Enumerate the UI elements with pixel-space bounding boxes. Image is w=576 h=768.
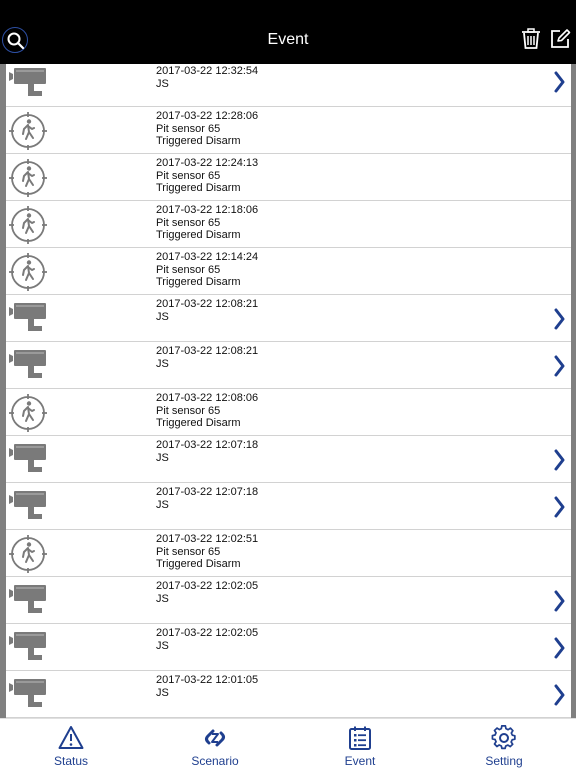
camera-icon: [8, 675, 52, 715]
event-text: [156, 580, 258, 605]
event-row[interactable]: [6, 295, 571, 342]
event-row[interactable]: [6, 389, 571, 436]
camera-icon: [8, 487, 52, 527]
event-row[interactable]: [6, 436, 571, 483]
event-row[interactable]: [6, 624, 571, 671]
delete-button[interactable]: [520, 28, 542, 55]
event-text: [156, 204, 258, 242]
camera-icon: [8, 628, 52, 668]
event-row[interactable]: [6, 342, 571, 389]
event-timestamp: 2017-03-22 12:07:18: [156, 486, 259, 498]
motion-sensor-icon: [8, 111, 52, 151]
event-source: Pit sensor 65: [156, 216, 221, 229]
motion-sensor-icon: [8, 252, 52, 292]
event-source: Pit sensor 65: [156, 404, 221, 417]
event-source: Pit sensor 65: [156, 122, 221, 135]
event-action: Triggered Disarm: [156, 417, 241, 430]
chevron-right-icon: [553, 590, 565, 612]
event-action: Triggered Disarm: [156, 182, 241, 195]
event-row[interactable]: [6, 530, 571, 577]
camera-event-icon: [8, 487, 52, 527]
chevron-right-icon: [553, 496, 565, 518]
event-source: JS: [156, 357, 169, 370]
event-text: [156, 486, 258, 511]
chevron-right-icon: [553, 684, 565, 706]
event-detail-button[interactable]: [553, 308, 565, 335]
event-text: [156, 110, 258, 148]
event-text: [156, 674, 258, 699]
chevron-right-icon: [553, 637, 565, 659]
event-source: JS: [156, 592, 169, 605]
camera-event-icon: [8, 628, 52, 668]
event-source: JS: [156, 686, 169, 699]
event-timestamp: 2017-03-22 12:01:05: [156, 674, 259, 686]
navigation-bar: [0, 0, 576, 64]
chevron-right-icon: [553, 355, 565, 377]
event-source: JS: [156, 77, 169, 90]
page-title: Event: [267, 31, 309, 48]
event-list-container[interactable]: [0, 64, 576, 718]
event-detail-button[interactable]: [553, 355, 565, 382]
event-row[interactable]: [6, 671, 571, 718]
camera-event-icon: [8, 440, 52, 480]
motion-sensor-icon: [8, 205, 52, 245]
event-text: [156, 345, 258, 370]
event-timestamp: 2017-03-22 12:02:05: [156, 627, 259, 639]
event-source: JS: [156, 310, 169, 323]
event-row[interactable]: [6, 154, 571, 201]
event-source: JS: [156, 451, 169, 464]
chevron-right-icon: [553, 308, 565, 330]
event-text: [156, 298, 258, 323]
event-timestamp: 2017-03-22 12:02:05: [156, 580, 259, 592]
event-source: JS: [156, 639, 169, 652]
event-list[interactable]: [6, 64, 571, 718]
event-timestamp: 2017-03-22 12:07:18: [156, 439, 259, 451]
tab-event-label: Event: [344, 754, 376, 768]
motion-sensor-icon: [8, 534, 52, 574]
event-text: [156, 392, 258, 430]
event-detail-button[interactable]: [553, 684, 565, 711]
event-timestamp: 2017-03-22 12:08:21: [156, 298, 259, 310]
edit-icon: [549, 28, 571, 50]
sensor-event-icon: [8, 158, 52, 198]
tab-status-label: Status: [53, 754, 89, 768]
event-timestamp: 2017-03-22 12:24:13: [156, 157, 259, 169]
event-timestamp: 2017-03-22 12:18:06: [156, 204, 259, 216]
event-action: Triggered Disarm: [156, 558, 241, 571]
tab-setting-label: Setting: [485, 754, 523, 768]
camera-icon: [8, 299, 52, 339]
event-timestamp: 2017-03-22 12:32:54: [156, 65, 259, 77]
motion-sensor-icon: [8, 158, 52, 198]
event-text: [156, 251, 258, 289]
sensor-event-icon: [8, 252, 52, 292]
camera-event-icon: [8, 64, 52, 104]
event-action: Triggered Disarm: [156, 135, 241, 148]
tab-setting[interactable]: [454, 719, 554, 768]
event-detail-button[interactable]: [553, 449, 565, 476]
camera-icon: [8, 64, 52, 104]
event-text: [156, 157, 258, 195]
event-source: JS: [156, 498, 169, 511]
camera-icon: [8, 581, 52, 621]
camera-icon: [8, 440, 52, 480]
tab-status[interactable]: [21, 719, 121, 768]
motion-sensor-icon: [8, 393, 52, 433]
trash-icon: [520, 28, 542, 50]
event-text: [156, 533, 258, 571]
calendar-icon: [347, 725, 373, 751]
event-text: [156, 627, 258, 652]
event-text: [156, 439, 258, 464]
camera-event-icon: [8, 299, 52, 339]
tab-event[interactable]: [310, 719, 410, 768]
event-row[interactable]: [6, 577, 571, 624]
event-detail-button[interactable]: [553, 496, 565, 523]
event-source: Pit sensor 65: [156, 545, 221, 558]
event-detail-button[interactable]: [553, 637, 565, 664]
camera-event-icon: [8, 346, 52, 386]
event-row[interactable]: [6, 201, 571, 248]
event-row[interactable]: [6, 64, 571, 107]
event-row[interactable]: [6, 248, 571, 295]
sensor-event-icon: [8, 205, 52, 245]
tab-scenario-label: Scenario: [191, 754, 239, 768]
edit-button[interactable]: [549, 28, 571, 55]
chevron-right-icon: [553, 449, 565, 471]
warning-icon: [58, 725, 84, 751]
event-detail-button[interactable]: [553, 590, 565, 617]
sensor-event-icon: [8, 111, 52, 151]
camera-event-icon: [8, 581, 52, 621]
event-source: Pit sensor 65: [156, 263, 221, 276]
sensor-event-icon: [8, 393, 52, 433]
event-row[interactable]: [6, 107, 571, 154]
event-timestamp: 2017-03-22 12:14:24: [156, 251, 259, 263]
event-timestamp: 2017-03-22 12:08:06: [156, 392, 259, 404]
event-timestamp: 2017-03-22 12:28:06: [156, 110, 259, 122]
event-action: Triggered Disarm: [156, 229, 241, 242]
event-timestamp: 2017-03-22 12:08:21: [156, 345, 259, 357]
tab-scenario[interactable]: [165, 719, 265, 768]
event-source: Pit sensor 65: [156, 169, 221, 182]
camera-event-icon: [8, 675, 52, 715]
event-action: Triggered Disarm: [156, 276, 241, 289]
event-text: [156, 65, 258, 90]
event-detail-button[interactable]: [553, 71, 565, 98]
tab-bar: [0, 718, 576, 768]
scenario-icon: [202, 725, 228, 751]
chevron-right-icon: [553, 71, 565, 93]
event-timestamp: 2017-03-22 12:02:51: [156, 533, 259, 545]
event-row[interactable]: [6, 483, 571, 530]
gear-icon: [491, 725, 517, 751]
camera-icon: [8, 346, 52, 386]
sensor-event-icon: [8, 534, 52, 574]
